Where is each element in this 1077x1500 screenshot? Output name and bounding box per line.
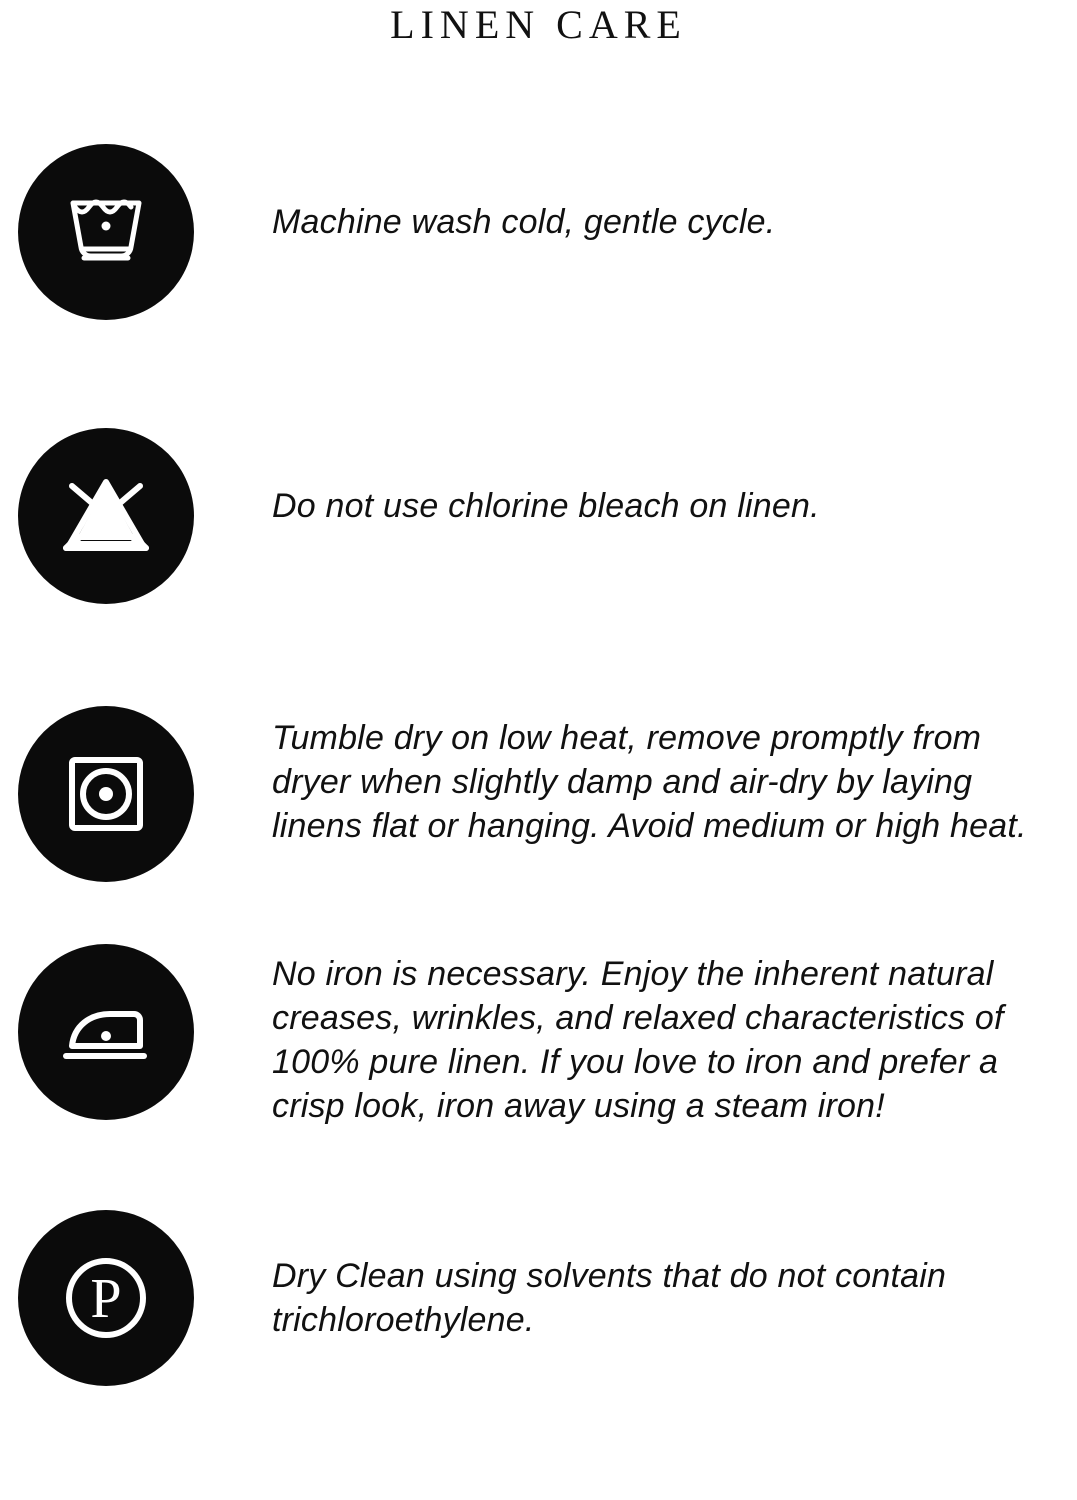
iron-icon bbox=[18, 944, 194, 1120]
care-instruction-text: Tumble dry on low heat, remove promptly from dryer when slightly damp and air-dry by laying linens flat or hanging. Avoid medium or high heat. bbox=[272, 719, 1027, 845]
care-instruction-list bbox=[0, 144, 1077, 1386]
icon-cell bbox=[18, 706, 210, 882]
icon-cell bbox=[18, 1210, 210, 1386]
icon-cell bbox=[18, 944, 210, 1120]
wash-tub-icon bbox=[18, 144, 194, 320]
text-cell bbox=[210, 1210, 1057, 1342]
care-instruction-text: Dry Clean using solvents that do not contain trichloroethylene. bbox=[272, 1257, 947, 1339]
care-instruction-item bbox=[0, 944, 1077, 1128]
care-instruction-text: Machine wash cold, gentle cycle. bbox=[272, 203, 776, 241]
care-instruction-item bbox=[0, 1210, 1077, 1386]
dry-clean-p-circle-icon bbox=[18, 1210, 194, 1386]
care-instruction-text: No iron is necessary. Enjoy the inherent natural creases, wrinkles, and relaxed characteristics of 100% pure linen. If you love to iron and prefer a crisp look, iron away using a steam iron! bbox=[272, 955, 1004, 1125]
care-instruction-item bbox=[0, 706, 1077, 882]
tumble-dry-icon bbox=[18, 706, 194, 882]
icon-cell bbox=[18, 144, 210, 320]
svg-text:P: P bbox=[90, 1268, 122, 1330]
care-instruction-item bbox=[0, 428, 1077, 604]
page-title: LINEN CARE bbox=[390, 2, 687, 47]
text-cell bbox=[210, 428, 1057, 528]
text-cell bbox=[210, 706, 1057, 848]
icon-cell bbox=[18, 428, 210, 604]
text-cell bbox=[210, 144, 1057, 244]
care-instruction-item bbox=[0, 144, 1077, 320]
text-cell bbox=[210, 944, 1057, 1128]
care-instruction-text: Do not use chlorine bleach on linen. bbox=[272, 487, 820, 525]
no-bleach-triangle-icon bbox=[18, 428, 194, 604]
